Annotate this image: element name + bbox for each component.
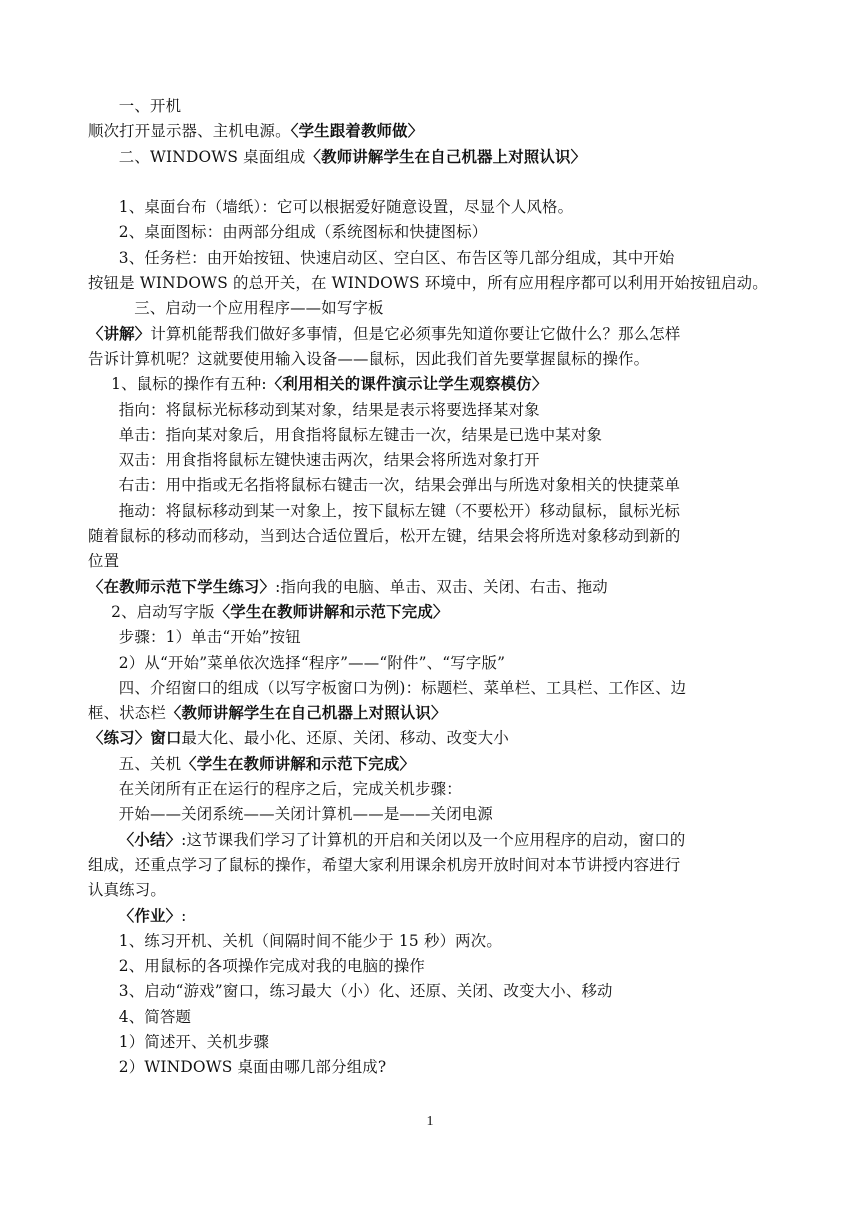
text-span: 一、开机	[118, 97, 182, 115]
text-span: 顺次打开显示器、主机电源。	[88, 122, 291, 141]
bold-annotation: 〈学生跟着教师做〉	[290, 122, 424, 141]
text-line	[88, 448, 772, 473]
text-line	[88, 651, 772, 676]
text-span: 拖动：将鼠标移动到某一对象上，按下鼠标左键（不要松开）移动鼠标，鼠标光标	[118, 501, 681, 520]
text-line	[88, 701, 772, 726]
text-line	[88, 676, 772, 701]
text-span: 2、桌面图标：由两部分组成（系统图标和快捷图标）	[118, 223, 488, 242]
bold-annotation: 〈讲解〉	[88, 324, 151, 343]
text-line	[88, 372, 772, 397]
text-span: 随着鼠标的移动而移动，当到达合适位置后，松开左键，结果会将所选对象移动到新的	[88, 527, 681, 546]
text-span: 计算机能帮我们做好多事情，但是它必须事先知道你要让它做什么？那么怎样	[150, 324, 681, 343]
text-line	[88, 499, 772, 524]
text-line	[88, 777, 772, 802]
text-span: 单击：指向某对象后，用食指将鼠标左键击一次，结果是已选中某对象	[118, 425, 603, 444]
text-span: 1、练习开机、关机（间隔时间不能少于 15 秒）两次。	[118, 931, 502, 950]
text-span: 2）WINDOWS 桌面由哪几部分组成?	[118, 1058, 387, 1077]
text-span: 3、启动“游戏”窗口，练习最大（小）化、还原、关闭、改变大小、移动	[118, 982, 613, 1001]
text-span: 1、桌面台布（墙纸）：它可以根据爱好随意设置，尽显个人风格。	[118, 198, 574, 217]
text-line	[88, 752, 772, 777]
text-line	[88, 296, 772, 321]
text-line	[88, 271, 772, 296]
text-line	[88, 145, 772, 170]
text-line	[88, 119, 772, 144]
bold-annotation: 〈在教师示范下学生练习〉	[88, 577, 276, 596]
text-line	[88, 979, 772, 1004]
text-span: 指向：将鼠标光标移动到某对象，结果是表示将要选择某对象	[118, 400, 540, 419]
text-line	[88, 878, 772, 903]
bold-annotation: 〈作业〉	[118, 906, 182, 925]
text-line	[88, 347, 772, 372]
text-span: 最大化、最小化、还原、关闭、移动、改变大小	[181, 729, 509, 748]
text-line	[88, 398, 772, 423]
bold-annotation: 〈练习〉窗口	[88, 729, 182, 748]
bold-annotation: 〈学生在教师讲解和示范下完成〉	[214, 602, 449, 621]
text-line	[88, 853, 772, 878]
text-span: 框、状态栏	[88, 704, 166, 723]
text-line	[88, 322, 772, 347]
text-line	[88, 94, 772, 119]
text-line	[88, 904, 772, 929]
text-line	[88, 1005, 772, 1030]
text-line	[88, 600, 772, 625]
text-span: 告诉计算机呢？这就要使用输入设备——鼠标，因此我们首先要掌握鼠标的操作。	[88, 349, 650, 368]
text-line	[88, 929, 772, 954]
text-span: 右击：用中指或无名指将鼠标右键击一次，结果会弹出与所选对象相关的快捷菜单	[118, 476, 681, 495]
page-number: 1	[426, 1114, 434, 1129]
text-line	[88, 473, 772, 498]
text-line	[88, 802, 772, 827]
text-span: 四、介绍窗口的组成（以写字板窗口为例)：标题栏、菜单栏、工具栏、工作区、边	[118, 678, 687, 697]
bold-annotation: 〈小结〉	[118, 830, 182, 849]
text-line	[88, 220, 772, 245]
text-line	[88, 954, 772, 979]
text-span: 2、用鼠标的各项操作完成对我的电脑的操作	[118, 957, 426, 976]
text-span: 2、启动写字版	[111, 602, 215, 621]
text-span: 二、WINDOWS 桌面组成	[118, 147, 306, 166]
text-span: 3、任务栏：由开始按钮、快速启动区、空白区、布告区等几部分组成，其中开始	[118, 248, 675, 267]
text-span: :指向我的电脑、单击、双击、关闭、右击、拖动	[275, 577, 608, 596]
bold-annotation: 〈利用相关的课件演示让学生观察模仿〉	[266, 375, 548, 394]
text-span: 双击：用食指将鼠标左键快速击两次，结果会将所选对象打开	[118, 451, 540, 470]
text-span: 4、简答题	[118, 1007, 192, 1026]
text-span: 1、鼠标的操作有五种:	[111, 375, 267, 394]
text-span: 组成，还重点学习了鼠标的操作，希望大家利用课余机房开放时间对本节讲授内容进行	[88, 855, 681, 874]
text-line	[88, 423, 772, 448]
document-page	[88, 94, 772, 1081]
text-span: 五、关机	[118, 754, 182, 773]
text-span: 2）从“开始”菜单依次选择“程序”——“附件”、“写字版”	[118, 653, 506, 672]
text-span: :这节课我们学习了计算机的开启和关闭以及一个应用程序的启动，窗口的	[181, 830, 686, 849]
text-span: 三、启动一个应用程序——如写字板	[134, 299, 384, 318]
text-line	[88, 625, 772, 650]
text-line	[88, 1055, 772, 1080]
text-line	[88, 524, 772, 549]
text-span: 在关闭所有正在运行的程序之后，完成关机步骤：	[118, 780, 462, 799]
text-line	[88, 170, 772, 195]
text-span: :	[181, 906, 187, 925]
bold-annotation: 〈教师讲解学生在自己机器上对照认识〉	[165, 704, 447, 723]
text-line	[88, 195, 772, 220]
text-line	[88, 575, 772, 600]
text-span: 1）简述开、关机步骤	[118, 1032, 270, 1051]
text-span: 位置	[88, 552, 120, 571]
bold-annotation: 〈教师讲解学生在自己机器上对照认识〉	[305, 147, 587, 166]
text-line	[88, 246, 772, 271]
text-span: 开始——关闭系统——关闭计算机——是——关闭电源	[118, 805, 493, 824]
text-line	[88, 726, 772, 751]
text-line	[88, 549, 772, 574]
text-span: 步骤：1）单击“开始”按钮	[118, 628, 301, 647]
bold-annotation: 〈学生在教师讲解和示范下完成〉	[181, 754, 416, 773]
text-span: 按钮是 WINDOWS 的总开关，在 WINDOWS 环境中，所有应用程序都可以利用开始按钮启动。	[88, 274, 768, 293]
text-line	[88, 828, 772, 853]
text-line	[88, 1030, 772, 1055]
text-span: 认真练习。	[88, 881, 166, 900]
